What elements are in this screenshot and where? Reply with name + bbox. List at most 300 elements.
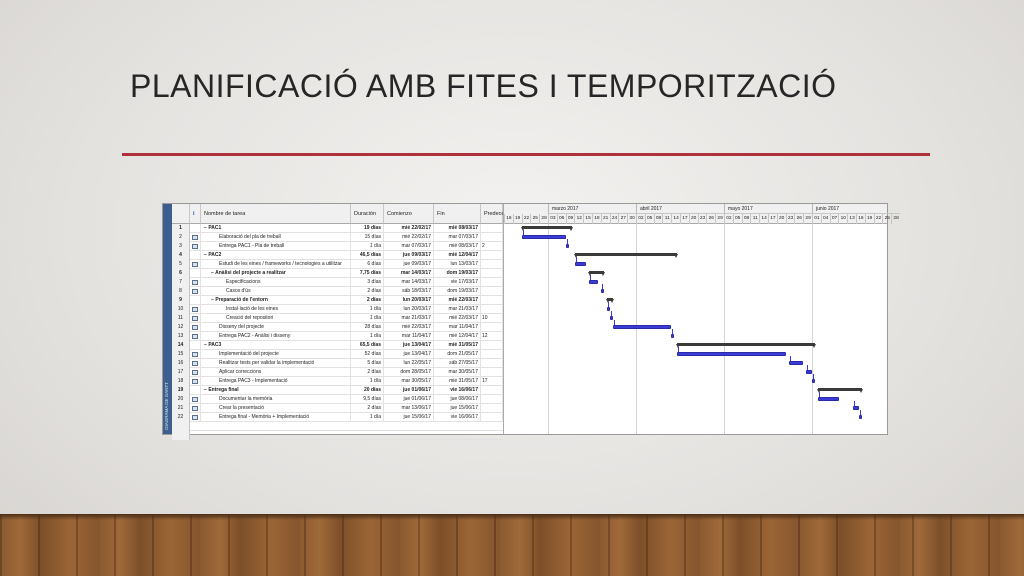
row-header bbox=[172, 422, 190, 431]
task-duration: 65,5 días bbox=[351, 341, 384, 350]
task-name-label: Instal·lació de les eines bbox=[226, 306, 278, 312]
task-start: jue 15/06/17 bbox=[384, 413, 434, 422]
task-id: 12 bbox=[172, 323, 190, 332]
task-name-label: Entrega PAC2 - Anàlisi i disseny bbox=[219, 333, 291, 339]
task-duration: 1 día bbox=[351, 314, 384, 323]
timescale-day: 04 bbox=[821, 214, 830, 224]
slide-title: PLANIFICACIÓ AMB FITES I TEMPORITZACIÓ bbox=[130, 68, 837, 104]
task-indicator bbox=[190, 386, 201, 395]
timescale-day: 23 bbox=[698, 214, 707, 224]
task-end: dom 21/05/17 bbox=[434, 350, 481, 359]
summary-bar[interactable] bbox=[589, 271, 604, 274]
task-row[interactable] bbox=[172, 413, 503, 422]
task-bar[interactable] bbox=[671, 334, 674, 338]
task-row[interactable] bbox=[172, 233, 503, 242]
task-start: jue 01/06/17 bbox=[384, 386, 434, 395]
task-indicator bbox=[190, 242, 201, 251]
task-name bbox=[201, 224, 351, 233]
task-name-label: PAC1 bbox=[208, 225, 222, 231]
task-start: lun 20/03/17 bbox=[384, 305, 434, 314]
task-name bbox=[201, 341, 351, 350]
task-row[interactable] bbox=[172, 305, 503, 314]
task-end: mar 11/04/17 bbox=[434, 323, 481, 332]
task-row[interactable] bbox=[172, 350, 503, 359]
task-indicator bbox=[190, 224, 201, 233]
task-start: mié 22/03/17 bbox=[384, 323, 434, 332]
timescale-day: 30 bbox=[627, 214, 636, 224]
task-id: 22 bbox=[172, 413, 190, 422]
task-id: 20 bbox=[172, 395, 190, 404]
task-bar[interactable] bbox=[522, 235, 566, 239]
timescale-day: 12 bbox=[574, 214, 583, 224]
task-name bbox=[201, 314, 351, 323]
task-predecessors bbox=[481, 233, 503, 242]
task-end: mié 08/03/17 bbox=[434, 224, 481, 233]
task-name-label: Realitzar tests per validar la implementació bbox=[219, 360, 315, 366]
task-indicator bbox=[190, 305, 201, 314]
task-predecessors: 17 bbox=[481, 377, 503, 386]
task-name bbox=[201, 368, 351, 377]
task-name bbox=[201, 251, 351, 260]
task-name-label: Entrega final - Memòria + Implementació bbox=[219, 414, 310, 420]
col-header-end[interactable]: Fin bbox=[434, 204, 481, 224]
task-predecessors bbox=[481, 323, 503, 332]
task-start: sáb 18/03/17 bbox=[384, 287, 434, 296]
summary-bar[interactable] bbox=[607, 298, 613, 301]
dependency-link bbox=[608, 302, 609, 307]
task-duration: 2 días bbox=[351, 368, 384, 377]
task-indicator bbox=[190, 278, 201, 287]
task-note-icon bbox=[192, 415, 198, 420]
task-indicator bbox=[190, 413, 201, 422]
col-header-predecessors[interactable]: Predece bbox=[481, 204, 503, 224]
timescale-day: 14 bbox=[759, 214, 768, 224]
empty-row bbox=[172, 431, 503, 440]
task-name-label: Documentar la memòria bbox=[219, 396, 273, 402]
task-note-icon bbox=[192, 235, 198, 240]
task-start: mar 30/05/17 bbox=[384, 377, 434, 386]
col-header-name[interactable]: Nombre de tarea bbox=[201, 204, 351, 224]
task-note-icon bbox=[192, 379, 198, 384]
task-predecessors bbox=[481, 413, 503, 422]
timescale-day: 09 bbox=[566, 214, 575, 224]
timescale-day: 17 bbox=[768, 214, 777, 224]
task-row[interactable] bbox=[172, 314, 503, 323]
timescale-day: 07 bbox=[830, 214, 839, 224]
task-id: 17 bbox=[172, 368, 190, 377]
view-bar bbox=[163, 204, 172, 434]
task-name-label: Disseny del projecte bbox=[219, 324, 265, 330]
task-predecessors bbox=[481, 296, 503, 305]
task-id: 6 bbox=[172, 269, 190, 278]
task-end: mié 31/05/17 bbox=[434, 341, 481, 350]
task-name bbox=[201, 287, 351, 296]
task-predecessors bbox=[481, 224, 503, 233]
task-indicator bbox=[190, 314, 201, 323]
task-row[interactable] bbox=[172, 296, 503, 305]
task-row[interactable] bbox=[172, 332, 503, 341]
timescale-day: 13 bbox=[847, 214, 856, 224]
dependency-link bbox=[523, 230, 524, 235]
task-end: mar 07/03/17 bbox=[434, 233, 481, 242]
task-row[interactable] bbox=[172, 395, 503, 404]
timescale-day: 29 bbox=[803, 214, 812, 224]
timescale-day: 22 bbox=[522, 214, 531, 224]
collapse-toggle-icon[interactable]: − bbox=[204, 342, 209, 348]
timescale-day: 25 bbox=[530, 214, 539, 224]
task-row[interactable] bbox=[172, 404, 503, 413]
task-indicator bbox=[190, 359, 201, 368]
summary-bar[interactable] bbox=[522, 226, 572, 229]
task-name bbox=[201, 350, 351, 359]
dependency-link bbox=[813, 374, 814, 379]
task-name-label: Entrega PAC1 - Pla de treball bbox=[219, 243, 285, 249]
task-start: mié 22/02/17 bbox=[384, 233, 434, 242]
task-name-label: Casos d'ús bbox=[226, 288, 251, 294]
task-start: mar 07/03/17 bbox=[384, 242, 434, 251]
dependency-link bbox=[819, 392, 820, 397]
task-predecessors bbox=[481, 395, 503, 404]
task-bar[interactable] bbox=[677, 352, 786, 356]
dependency-link bbox=[860, 410, 861, 415]
collapse-toggle-icon[interactable]: − bbox=[204, 225, 209, 231]
task-bar[interactable] bbox=[806, 370, 812, 374]
task-row[interactable] bbox=[172, 341, 503, 350]
task-name bbox=[201, 413, 351, 422]
task-end: mié 12/04/17 bbox=[434, 251, 481, 260]
task-duration: 1 día bbox=[351, 332, 384, 341]
task-predecessors: 2 bbox=[481, 242, 503, 251]
task-note-icon bbox=[192, 352, 198, 357]
timescale-day: 29 bbox=[715, 214, 724, 224]
task-indicator bbox=[190, 404, 201, 413]
task-end: jue 08/06/17 bbox=[434, 395, 481, 404]
task-name-label: Elaboració del pla de treball bbox=[219, 234, 281, 240]
dependency-link bbox=[590, 275, 591, 280]
gantt-chart-screenshot bbox=[162, 203, 899, 435]
task-name bbox=[201, 260, 351, 269]
timescale-header bbox=[504, 204, 899, 224]
timescale-day: 11 bbox=[662, 214, 671, 224]
task-start: jue 09/03/17 bbox=[384, 251, 434, 260]
task-predecessors bbox=[481, 269, 503, 278]
task-bar[interactable] bbox=[607, 307, 610, 311]
task-duration: 15 días bbox=[351, 233, 384, 242]
task-start: jue 01/06/17 bbox=[384, 395, 434, 404]
timescale-day: 28 bbox=[539, 214, 548, 224]
timescale-month: marzo 2017 bbox=[548, 204, 636, 214]
timescale-day: 10 bbox=[838, 214, 847, 224]
empty-row bbox=[172, 422, 503, 431]
timescale-day: 17 bbox=[680, 214, 689, 224]
task-name-label: PAC2 bbox=[208, 252, 222, 258]
task-bar[interactable] bbox=[601, 289, 604, 293]
task-name-label: PAC3 bbox=[208, 342, 222, 348]
summary-bar[interactable] bbox=[818, 388, 862, 391]
timescale-day: 20 bbox=[689, 214, 698, 224]
task-table bbox=[172, 204, 503, 434]
task-name bbox=[201, 404, 351, 413]
task-indicator bbox=[190, 350, 201, 359]
task-predecessors bbox=[481, 359, 503, 368]
timescale-day: 01 bbox=[812, 214, 821, 224]
task-duration: 7,75 días bbox=[351, 269, 384, 278]
task-row[interactable] bbox=[172, 269, 503, 278]
timescale-day: 05 bbox=[733, 214, 742, 224]
task-id: 14 bbox=[172, 341, 190, 350]
view-bar-label: DIAGRAMA DE GANTT bbox=[164, 382, 169, 430]
task-duration: 52 días bbox=[351, 350, 384, 359]
wooden-floor-decoration bbox=[0, 514, 1024, 576]
task-name-label: Estudi de les eines / frameworks / tecnologies a utilitzar bbox=[219, 261, 342, 267]
task-start: mar 21/03/17 bbox=[384, 314, 434, 323]
task-indicator bbox=[190, 233, 201, 242]
task-start: dom 28/05/17 bbox=[384, 368, 434, 377]
task-predecessors bbox=[481, 350, 503, 359]
task-predecessors: 10 bbox=[481, 314, 503, 323]
task-note-icon bbox=[192, 397, 198, 402]
task-id: 9 bbox=[172, 296, 190, 305]
task-name-label: Implementació del projecte bbox=[219, 351, 279, 357]
timescale-day: 22 bbox=[874, 214, 883, 224]
task-bar[interactable] bbox=[575, 262, 587, 266]
task-bar[interactable] bbox=[613, 325, 672, 329]
timescale-month: abril 2017 bbox=[636, 204, 724, 214]
task-indicator bbox=[190, 377, 201, 386]
timescale-day: 26 bbox=[706, 214, 715, 224]
task-predecessors bbox=[481, 305, 503, 314]
task-row[interactable] bbox=[172, 224, 503, 233]
task-start: lun 22/05/17 bbox=[384, 359, 434, 368]
task-indicator bbox=[190, 395, 201, 404]
task-row[interactable] bbox=[172, 278, 503, 287]
task-predecessors bbox=[481, 260, 503, 269]
timescale-day: 27 bbox=[618, 214, 627, 224]
task-bar[interactable] bbox=[812, 379, 815, 383]
task-end: dom 19/03/17 bbox=[434, 269, 481, 278]
dependency-link bbox=[602, 284, 603, 289]
task-duration: 1 día bbox=[351, 377, 384, 386]
task-id: 19 bbox=[172, 386, 190, 395]
task-predecessors bbox=[481, 341, 503, 350]
task-bar[interactable] bbox=[859, 415, 862, 419]
task-name-label: Creació del repositori bbox=[226, 315, 274, 321]
task-end: lun 13/03/17 bbox=[434, 260, 481, 269]
task-duration: 46,5 días bbox=[351, 251, 384, 260]
timescale-day: 19 bbox=[513, 214, 522, 224]
task-start: mar 11/04/17 bbox=[384, 332, 434, 341]
task-name-label: Entrega final bbox=[208, 387, 239, 393]
task-row[interactable] bbox=[172, 287, 503, 296]
task-note-icon bbox=[192, 361, 198, 366]
timescale-day: 25 bbox=[882, 214, 891, 224]
task-id: 5 bbox=[172, 260, 190, 269]
task-name bbox=[201, 278, 351, 287]
task-start: mar 14/03/17 bbox=[384, 269, 434, 278]
task-name-label: Aplicar correccions bbox=[219, 369, 262, 375]
col-header-indicator[interactable]: i bbox=[190, 204, 201, 224]
task-name bbox=[201, 296, 351, 305]
task-bar[interactable] bbox=[818, 397, 839, 401]
task-row[interactable] bbox=[172, 251, 503, 260]
timescale-day: 19 bbox=[865, 214, 874, 224]
month-gridline bbox=[548, 224, 549, 434]
timescale-day: 03 bbox=[548, 214, 557, 224]
task-duration: 3 días bbox=[351, 278, 384, 287]
timescale-day: 21 bbox=[601, 214, 610, 224]
task-name bbox=[201, 332, 351, 341]
timescale-day: 26 bbox=[794, 214, 803, 224]
task-bar[interactable] bbox=[610, 316, 613, 320]
task-duration: 1 día bbox=[351, 242, 384, 251]
col-header-id[interactable] bbox=[172, 204, 190, 224]
task-end: mar 30/05/17 bbox=[434, 368, 481, 377]
dependency-link bbox=[854, 401, 855, 406]
collapse-toggle-icon[interactable]: − bbox=[211, 270, 216, 276]
task-duration: 1 día bbox=[351, 413, 384, 422]
timescale-day: 08 bbox=[654, 214, 663, 224]
col-header-duration[interactable]: Duración bbox=[351, 204, 384, 224]
dependency-link bbox=[576, 257, 577, 262]
task-row[interactable] bbox=[172, 323, 503, 332]
dependency-link bbox=[567, 239, 568, 244]
task-note-icon bbox=[192, 316, 198, 321]
task-note-icon bbox=[192, 406, 198, 411]
task-end: vie 17/03/17 bbox=[434, 278, 481, 287]
task-predecessors bbox=[481, 278, 503, 287]
task-start: jue 13/04/17 bbox=[384, 350, 434, 359]
task-id: 15 bbox=[172, 350, 190, 359]
task-end: mié 22/03/17 bbox=[434, 296, 481, 305]
timescale-day: 02 bbox=[724, 214, 733, 224]
task-row[interactable] bbox=[172, 386, 503, 395]
task-end: vie 16/06/17 bbox=[434, 386, 481, 395]
timescale-day: 11 bbox=[750, 214, 759, 224]
timescale-month: mayo 2017 bbox=[724, 204, 812, 214]
task-end: vie 16/06/17 bbox=[434, 413, 481, 422]
task-indicator bbox=[190, 332, 201, 341]
collapse-toggle-icon[interactable]: − bbox=[204, 387, 209, 393]
task-start: mar 14/03/17 bbox=[384, 278, 434, 287]
task-end: sáb 27/05/17 bbox=[434, 359, 481, 368]
task-name-label: Especificacions bbox=[226, 279, 261, 285]
task-indicator bbox=[190, 260, 201, 269]
task-duration: 1 día bbox=[351, 305, 384, 314]
task-name-label: Anàlisi del projecte a realitzar bbox=[215, 270, 286, 276]
dependency-link bbox=[807, 365, 808, 370]
summary-bar[interactable] bbox=[575, 253, 678, 256]
task-duration: 2 días bbox=[351, 287, 384, 296]
title-underline bbox=[122, 153, 930, 156]
task-id: 2 bbox=[172, 233, 190, 242]
task-note-icon bbox=[192, 334, 198, 339]
task-bar[interactable] bbox=[589, 280, 598, 284]
timescale-day: 08 bbox=[742, 214, 751, 224]
dependency-link bbox=[672, 329, 673, 334]
task-bar[interactable] bbox=[566, 244, 569, 248]
task-note-icon bbox=[192, 244, 198, 249]
task-note-icon bbox=[192, 289, 198, 294]
dependency-link bbox=[611, 311, 612, 316]
gantt-timeline bbox=[503, 204, 899, 434]
timescale-day: 18 bbox=[592, 214, 601, 224]
task-end: mié 12/04/17 bbox=[434, 332, 481, 341]
task-note-icon bbox=[192, 307, 198, 312]
task-row[interactable] bbox=[172, 377, 503, 386]
task-row[interactable] bbox=[172, 359, 503, 368]
task-row[interactable] bbox=[172, 368, 503, 377]
task-id: 10 bbox=[172, 305, 190, 314]
task-duration: 6 días bbox=[351, 260, 384, 269]
task-id: 4 bbox=[172, 251, 190, 260]
task-id: 7 bbox=[172, 278, 190, 287]
task-id: 11 bbox=[172, 314, 190, 323]
task-end: mar 21/03/17 bbox=[434, 305, 481, 314]
summary-bar[interactable] bbox=[677, 343, 815, 346]
task-predecessors bbox=[481, 386, 503, 395]
col-header-start[interactable]: Comienzo bbox=[384, 204, 434, 224]
task-indicator bbox=[190, 341, 201, 350]
task-duration: 20 días bbox=[351, 386, 384, 395]
task-row[interactable] bbox=[172, 260, 503, 269]
row-header bbox=[172, 431, 190, 440]
task-id: 18 bbox=[172, 377, 190, 386]
timescale-day: 16 bbox=[856, 214, 865, 224]
timescale-day: 14 bbox=[671, 214, 680, 224]
task-predecessors bbox=[481, 404, 503, 413]
task-duration: 28 días bbox=[351, 323, 384, 332]
task-start: mié 22/02/17 bbox=[384, 224, 434, 233]
task-bar[interactable] bbox=[853, 406, 859, 410]
timescale-day: 28 bbox=[891, 214, 900, 224]
task-start: jue 09/03/17 bbox=[384, 260, 434, 269]
task-name bbox=[201, 233, 351, 242]
task-indicator bbox=[190, 287, 201, 296]
timescale-month: junio 2017 bbox=[812, 204, 900, 214]
task-predecessors bbox=[481, 368, 503, 377]
task-id: 16 bbox=[172, 359, 190, 368]
task-id: 8 bbox=[172, 287, 190, 296]
task-indicator bbox=[190, 296, 201, 305]
task-row[interactable] bbox=[172, 242, 503, 251]
timescale-day: 02 bbox=[636, 214, 645, 224]
task-predecessors bbox=[481, 287, 503, 296]
timescale-day: 06 bbox=[557, 214, 566, 224]
task-duration: 5 días bbox=[351, 359, 384, 368]
task-name-label: Crear la presentació bbox=[219, 405, 265, 411]
task-predecessors: 12 bbox=[481, 332, 503, 341]
task-id: 1 bbox=[172, 224, 190, 233]
task-start: mar 13/06/17 bbox=[384, 404, 434, 413]
task-end: dom 19/03/17 bbox=[434, 287, 481, 296]
task-name bbox=[201, 359, 351, 368]
task-name bbox=[201, 395, 351, 404]
task-name bbox=[201, 323, 351, 332]
task-name-label: Preparació de l'entorn bbox=[215, 297, 268, 303]
task-duration: 2 días bbox=[351, 404, 384, 413]
task-bar[interactable] bbox=[789, 361, 804, 365]
collapse-toggle-icon[interactable]: − bbox=[204, 252, 209, 258]
timescale-day: 16 bbox=[504, 214, 513, 224]
task-end: mié 31/05/17 bbox=[434, 377, 481, 386]
timescale-day: 15 bbox=[583, 214, 592, 224]
month-gridline bbox=[812, 224, 813, 434]
collapse-toggle-icon[interactable]: − bbox=[211, 297, 216, 303]
task-predecessors bbox=[481, 251, 503, 260]
task-name-label: Entrega PAC3 - Implementació bbox=[219, 378, 288, 384]
task-note-icon bbox=[192, 370, 198, 375]
dependency-link bbox=[614, 320, 615, 325]
